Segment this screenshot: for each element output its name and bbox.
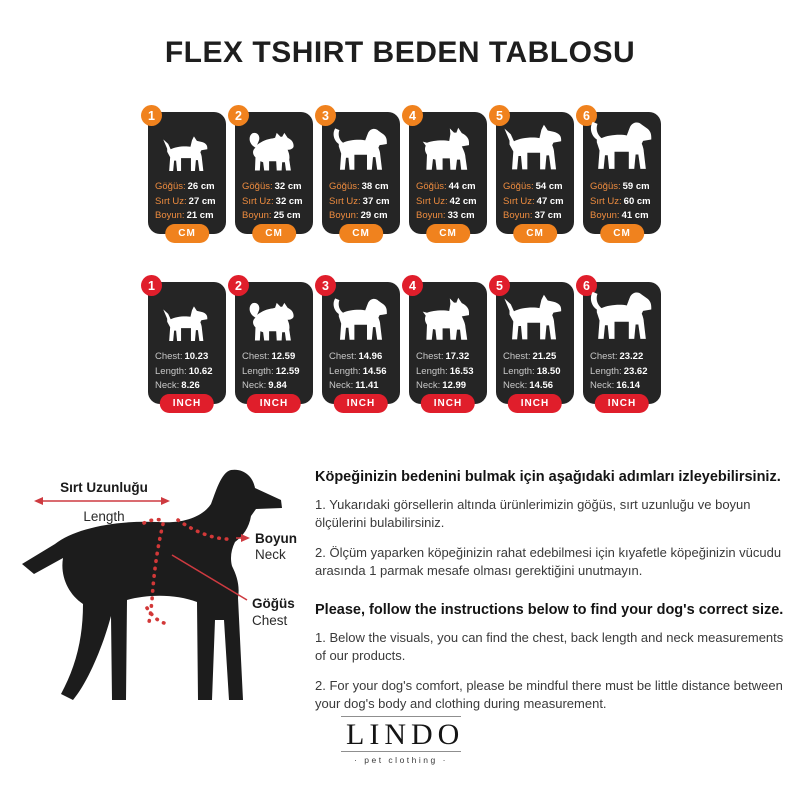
measurement-value: 12.59	[275, 365, 300, 377]
measurement-row	[155, 350, 226, 365]
measurement-row	[155, 209, 226, 224]
rottweiler-dog-icon	[588, 290, 656, 347]
measurement-row	[503, 180, 574, 195]
measurement-label: Boyun:	[503, 210, 533, 221]
brand-tagline: · pet clothing ·	[354, 755, 448, 765]
measurement-label: Sırt Uz:	[242, 195, 274, 207]
measurement-label: Sırt Uz:	[416, 195, 448, 207]
measurement-row	[503, 209, 574, 224]
unit-pill: INCH	[421, 394, 475, 413]
brand-logo	[341, 716, 465, 765]
arrowhead-right	[161, 497, 170, 505]
size-number-badge: 3	[315, 275, 336, 296]
measurement-row	[155, 379, 226, 394]
size-number-badge: 6	[576, 105, 597, 126]
measurements	[583, 180, 661, 224]
unit-pill: INCH	[160, 394, 214, 413]
measurements	[235, 350, 313, 394]
measurement-label: Sırt Uz:	[590, 195, 622, 207]
measurement-label: Göğüs:	[242, 181, 273, 192]
measurement-value: 44 cm	[448, 181, 476, 192]
measurement-row	[590, 379, 661, 394]
unit-pill: CM	[513, 224, 557, 243]
measurement-row	[590, 209, 661, 224]
logo-top-rule	[341, 716, 461, 717]
measurement-label: Length:	[416, 365, 448, 377]
logo-bottom-rule	[341, 751, 461, 752]
measurement-row	[242, 350, 313, 365]
measurement-label: Chest:	[155, 351, 183, 362]
measurement-value: 16.53	[449, 365, 474, 377]
size-card	[322, 278, 400, 409]
measurement-row	[416, 180, 487, 195]
neck-label-en: Neck	[255, 547, 286, 562]
instructions-step2-tr: 2. Ölçüm yaparken köpeğinizin rahat edebilmesi için kıyafetle köpeğinizin vücudu arasında 1 parmak mesafe olması gerektiğini unutmayın.	[315, 544, 782, 578]
measurement-row	[590, 195, 661, 210]
dog-silhouette	[583, 112, 661, 177]
measurement-value: 10.62	[188, 365, 213, 377]
arrowhead-left	[34, 497, 43, 505]
chest-label-en: Chest	[252, 613, 288, 628]
unit-pill: CM	[252, 224, 296, 243]
measurement-value: 37 cm	[534, 210, 562, 221]
measurement-label: Length:	[155, 365, 187, 377]
measurement-label: Chest:	[242, 351, 270, 362]
measurements	[409, 350, 487, 394]
measurement-label: Boyun:	[155, 210, 185, 221]
measurement-label: Boyun:	[242, 210, 272, 221]
measurements	[322, 180, 400, 224]
measurement-label: Boyun:	[329, 210, 359, 221]
measurement-value: 9.84	[268, 380, 287, 391]
measurement-label: Length:	[590, 365, 622, 377]
size-card	[496, 278, 574, 409]
measurement-value: 60 cm	[623, 195, 651, 207]
unit-pill: INCH	[595, 394, 649, 413]
measurement-value: 14.56	[529, 380, 554, 391]
measurement-label: Göğüs:	[329, 181, 360, 192]
measurement-row	[590, 365, 661, 380]
measurement-value: 32 cm	[274, 181, 302, 192]
pomeranian-dog-icon	[247, 301, 302, 347]
instructions-heading-tr: Köpeğinizin bedenini bulmak için aşağıdaki adımları izleyebilirsiniz.	[315, 469, 781, 485]
measurement-row	[155, 365, 226, 380]
measurement-label: Boyun:	[416, 210, 446, 221]
size-card	[322, 108, 400, 239]
measurement-row	[329, 350, 400, 365]
terrier-dog-icon	[503, 293, 567, 347]
measurement-label: Neck:	[329, 380, 354, 391]
measurement-row	[503, 195, 574, 210]
size-card	[409, 108, 487, 239]
measurements	[235, 180, 313, 224]
back-length-label-tr: Sırt Uzunluğu	[60, 480, 148, 495]
measurement-value: 33 cm	[447, 210, 475, 221]
measurement-row	[155, 195, 226, 210]
size-card	[583, 108, 661, 239]
unit-pill: CM	[600, 224, 644, 243]
unit-pill: INCH	[247, 394, 301, 413]
inch-size-row	[148, 278, 668, 409]
size-number-badge: 2	[228, 275, 249, 296]
measurement-value: 23.62	[623, 365, 648, 377]
size-number-badge: 5	[489, 275, 510, 296]
measurement-value: 14.56	[362, 365, 387, 377]
measurement-label: Chest:	[503, 351, 531, 362]
measurement-value: 37 cm	[362, 195, 390, 207]
measurement-row	[416, 195, 487, 210]
measurement-row	[329, 379, 400, 394]
measurement-value: 41 cm	[621, 210, 649, 221]
measurement-label: Göğüs:	[590, 181, 621, 192]
measurement-label: Göğüs:	[503, 181, 534, 192]
measurement-label: Neck:	[416, 380, 441, 391]
measurement-value: 16.14	[616, 380, 641, 391]
unit-pill: INCH	[334, 394, 388, 413]
back-length-label-en: Length	[83, 509, 125, 524]
dog-measurement-diagram	[0, 450, 320, 720]
measurement-label: Neck:	[590, 380, 615, 391]
measurements	[496, 180, 574, 224]
measurement-label: Chest:	[590, 351, 618, 362]
measurement-label: Sırt Uz:	[503, 195, 535, 207]
french-bulldog-icon	[418, 297, 478, 347]
unit-pill: CM	[426, 224, 470, 243]
measurement-row	[503, 379, 574, 394]
measurement-label: Sırt Uz:	[155, 195, 187, 207]
french-bulldog-icon	[418, 127, 478, 177]
size-number-badge: 6	[576, 275, 597, 296]
instructions-step1-en: 1. Below the visuals, you can find the chest, back length and neck measurements of our products.	[315, 629, 784, 663]
unit-pill: INCH	[508, 394, 562, 413]
measurement-row	[242, 195, 313, 210]
measurement-value: 32 cm	[275, 195, 303, 207]
measurement-row	[590, 350, 661, 365]
measurement-value: 26 cm	[187, 181, 215, 192]
measurements	[496, 350, 574, 394]
size-number-badge: 1	[141, 105, 162, 126]
measurement-label: Length:	[242, 365, 274, 377]
beagle-dog-icon	[331, 297, 391, 347]
rottweiler-dog-icon	[588, 120, 656, 177]
measurement-value: 25 cm	[273, 210, 301, 221]
size-number-badge: 5	[489, 105, 510, 126]
size-card	[583, 278, 661, 409]
measurement-value: 21 cm	[186, 210, 214, 221]
dog-silhouette	[583, 282, 661, 347]
measurements	[148, 350, 226, 394]
measurement-row	[329, 180, 400, 195]
instructions-step2-en: 2. For your dog's comfort, please be mindful there must be little distance between your dog's body and clothing during measurement.	[315, 677, 783, 711]
instructions-block	[315, 467, 789, 725]
measurement-value: 23.22	[619, 351, 644, 362]
size-card	[148, 278, 226, 409]
measurement-row	[329, 195, 400, 210]
measurement-value: 21.25	[532, 351, 557, 362]
page-title: FLEX TSHIRT BEDEN TABLOSU	[164, 36, 636, 69]
measurement-row	[155, 180, 226, 195]
measurement-label: Neck:	[155, 380, 180, 391]
measurement-row	[242, 180, 313, 195]
measurement-value: 10.23	[184, 351, 209, 362]
measurement-label: Göğüs:	[155, 181, 186, 192]
size-card	[496, 108, 574, 239]
measurement-row	[242, 379, 313, 394]
size-number-badge: 1	[141, 275, 162, 296]
measurement-row	[242, 209, 313, 224]
measurement-value: 18.50	[536, 365, 561, 377]
brand-name: LINDO	[346, 718, 465, 751]
neck-arrowhead	[241, 534, 250, 542]
measurement-row	[242, 365, 313, 380]
beagle-dog-icon	[331, 127, 391, 177]
size-number-badge: 4	[402, 275, 423, 296]
measurements	[409, 180, 487, 224]
measurement-label: Length:	[329, 365, 361, 377]
measurements	[148, 180, 226, 224]
pomeranian-dog-icon	[247, 131, 302, 177]
measurement-value: 42 cm	[449, 195, 477, 207]
measurement-value: 54 cm	[535, 181, 563, 192]
neck-label-tr: Boyun	[255, 531, 297, 546]
instructions-heading-en: Please, follow the instructions below to find your dog's correct size.	[315, 601, 784, 618]
size-card	[235, 108, 313, 239]
measurement-row	[329, 209, 400, 224]
measurements	[583, 350, 661, 394]
terrier-dog-icon	[503, 123, 567, 177]
measurement-label: Chest:	[329, 351, 357, 362]
size-number-badge: 3	[315, 105, 336, 126]
measurement-row	[416, 209, 487, 224]
measurement-value: 59 cm	[622, 181, 650, 192]
measurement-label: Chest:	[416, 351, 444, 362]
measurement-label: Boyun:	[590, 210, 620, 221]
size-number-badge: 2	[228, 105, 249, 126]
measurement-row	[416, 365, 487, 380]
pointer-dog-silhouette	[22, 470, 282, 700]
size-number-badge: 4	[402, 105, 423, 126]
measurements	[322, 350, 400, 394]
measurement-value: 8.26	[181, 380, 200, 391]
measurement-label: Sırt Uz:	[329, 195, 361, 207]
measurement-value: 12.99	[442, 380, 467, 391]
chest-label-tr: Göğüs	[252, 596, 295, 611]
measurement-value: 11.41	[355, 380, 379, 391]
size-card	[235, 278, 313, 409]
measurement-value: 38 cm	[361, 181, 389, 192]
unit-pill: CM	[339, 224, 383, 243]
measurement-value: 17.32	[445, 351, 470, 362]
measurement-row	[416, 379, 487, 394]
measurement-label: Neck:	[503, 380, 528, 391]
measurement-value: 27 cm	[188, 195, 216, 207]
measurement-label: Göğüs:	[416, 181, 447, 192]
measurement-row	[503, 365, 574, 380]
measurement-label: Neck:	[242, 380, 267, 391]
measurement-value: 29 cm	[360, 210, 388, 221]
instructions-step1-tr: 1. Yukarıdaki görsellerin altında ürünlerimizin göğüs, sırt uzunluğu ve boyun ölçülerini bulabilirsiniz.	[315, 497, 751, 530]
measurement-row	[503, 350, 574, 365]
cm-size-row	[148, 108, 668, 239]
unit-pill: CM	[165, 224, 209, 243]
chihuahua-dog-icon	[162, 305, 212, 347]
size-card	[409, 278, 487, 409]
measurement-row	[329, 365, 400, 380]
measurement-value: 14.96	[358, 351, 383, 362]
size-card	[148, 108, 226, 239]
measurement-value: 47 cm	[536, 195, 564, 207]
measurement-label: Length:	[503, 365, 535, 377]
measurement-row	[416, 350, 487, 365]
measurement-value: 12.59	[271, 351, 296, 362]
measurement-row	[590, 180, 661, 195]
chihuahua-dog-icon	[162, 135, 212, 177]
